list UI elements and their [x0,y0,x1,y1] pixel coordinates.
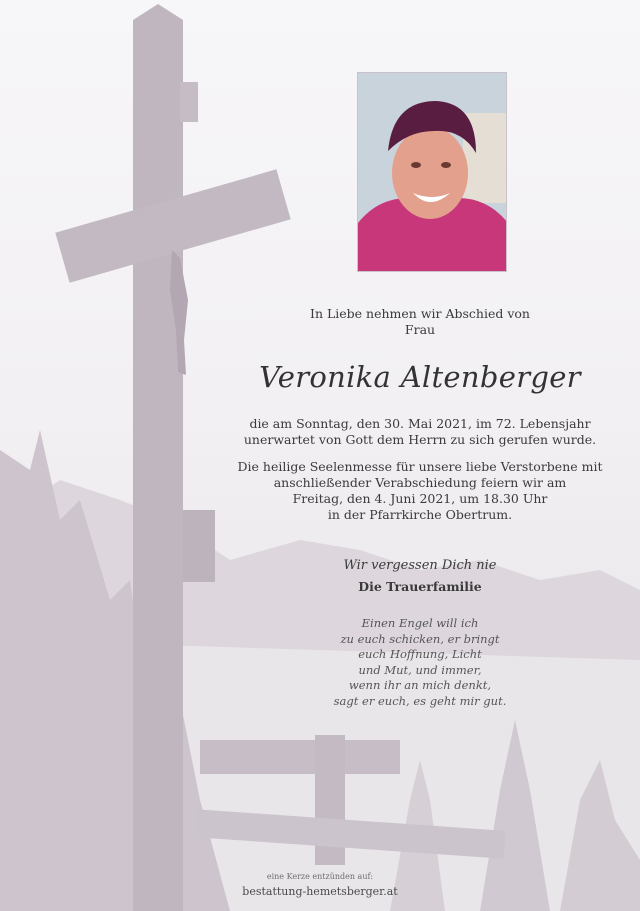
poem-line: wenn ihr an mich denkt, [348,678,492,692]
intro-text [200,306,640,338]
funeral-details [200,459,640,523]
text-line: unerwartet von Gott dem Herrn zu sich gerufen wurde. [243,432,597,447]
poem [200,616,640,709]
text-line: Freitag, den 4. Juni 2021, um 18.30 Uhr [292,491,548,506]
deceased-name: Veronika Altenberger [259,360,581,394]
intro-line: Frau [404,322,436,337]
poem-line: zu euch schicken, er bringt [340,631,500,646]
text-line: in der Pfarrkirche Obertrum. [327,507,513,522]
family-signature: Die Trauerfamilie [358,579,482,594]
remembrance-quote: Wir vergessen Dich nie [343,558,497,573]
text-line: Die heilige Seelenmesse für unsere liebe Verstorbene mit [237,459,603,474]
poem-line: Einen Engel will ich [361,616,479,630]
poem-line: euch Hoffnung, Licht [358,647,482,661]
poem-line: und Mut, und immer, [358,662,482,677]
website-link[interactable]: bestattung-hemetsberger.at [242,885,398,898]
poem-line: sagt er euch, es geht mir gut. [333,693,507,708]
intro-line: In Liebe nehmen wir Abschied von [310,306,530,321]
text-line: die am Sonntag, den 30. Mai 2021, im 72. Lebensjahr [249,416,591,431]
text-line: anschließender Verabschiedung feiern wir am [273,475,567,490]
portrait-photo [357,72,507,272]
candle-hint: eine Kerze entzünden auf: [266,872,374,881]
portrait-illustration [358,73,507,272]
death-announcement [200,416,640,448]
